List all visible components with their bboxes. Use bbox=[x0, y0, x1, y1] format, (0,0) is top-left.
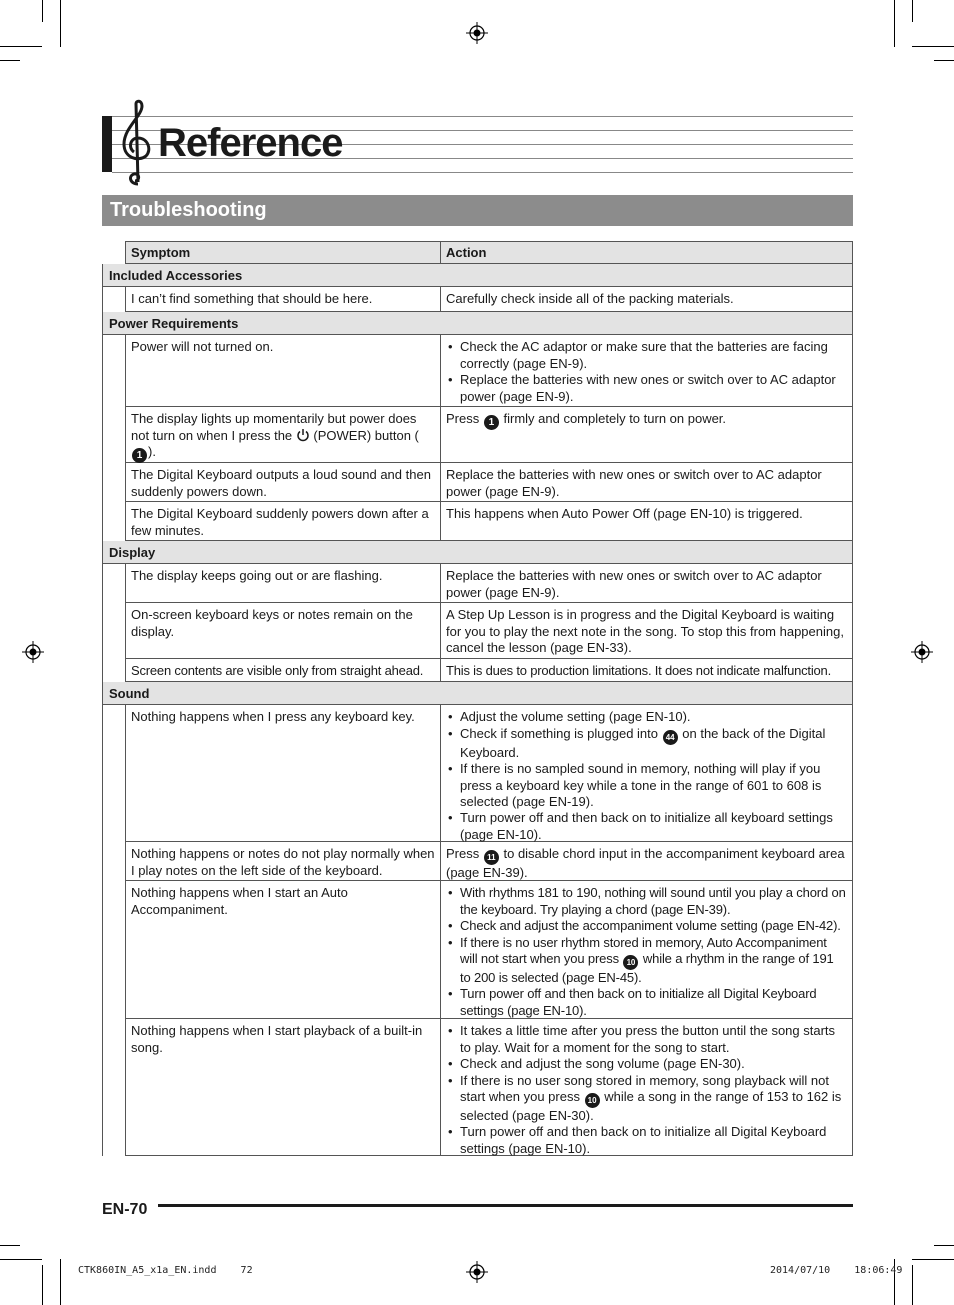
registration-mark-icon bbox=[22, 641, 44, 663]
action-cell bbox=[441, 842, 853, 881]
symptom-cell: Screen contents are visible only from straight ahead. bbox=[125, 659, 441, 682]
group-spine bbox=[102, 335, 126, 541]
action-cell: Replace the batteries with new ones or switch over to AC adaptor power (page EN-9). bbox=[441, 564, 853, 603]
table-row bbox=[125, 705, 853, 842]
crop-mark bbox=[912, 1265, 913, 1305]
action-bullet: • Turn power off and then back on to initialize all Digital Keyboard settings (page EN-10). bbox=[446, 986, 847, 1019]
action-cell: This is dues to production limitations. It does not indicate malfunction. bbox=[441, 659, 853, 682]
action-bullet: • With rhythms 181 to 190, nothing will sound until you play a chord on the keyboard. Try playing a chord (page EN-39). bbox=[446, 885, 847, 918]
symptom-cell bbox=[125, 407, 441, 463]
crop-mark bbox=[912, 46, 954, 47]
table-row bbox=[125, 659, 853, 682]
group-spine bbox=[102, 564, 126, 682]
date-slug: 2014/07/10 18:06:49 bbox=[770, 1265, 903, 1276]
symptom-cell: Nothing happens when I press any keyboard key. bbox=[125, 705, 441, 842]
symptom-cell: Nothing happens or notes do not play normally when I play notes on the left side of the keyboard. bbox=[125, 842, 441, 881]
button-number-icon: 44 bbox=[663, 730, 678, 745]
treble-clef-icon bbox=[116, 98, 156, 186]
category-row: Power Requirements bbox=[102, 312, 853, 335]
action-bullet bbox=[446, 1073, 847, 1125]
action-text: Press bbox=[446, 411, 480, 427]
crop-mark bbox=[934, 1245, 954, 1246]
crop-mark bbox=[0, 1245, 20, 1246]
action-bullet: • Replace the batteries with new ones or switch over to AC adaptor power (page EN-9). bbox=[446, 372, 847, 405]
troubleshooting-table bbox=[102, 241, 853, 1156]
action-cell: Carefully check inside all of the packing materials. bbox=[441, 287, 853, 312]
button-number-icon: 10 bbox=[623, 955, 638, 970]
column-header-symptom: Symptom bbox=[125, 241, 442, 264]
crop-mark bbox=[42, 1265, 43, 1305]
category-group bbox=[102, 564, 853, 682]
symptom-text: (POWER) button ( bbox=[313, 427, 419, 443]
action-bullet bbox=[446, 935, 847, 987]
action-text: on the back of the Digital Keyboard. bbox=[460, 725, 826, 760]
action-text: to disable chord input in the accompaniment keyboard area (page EN-39). bbox=[446, 846, 845, 881]
action-bullet: • Check the AC adaptor or make sure that the batteries are facing correctly (page EN-9). bbox=[446, 339, 847, 372]
action-bullet: • It takes a little time after you press the button until the song starts to play. Wait for a moment for the song to start. bbox=[446, 1023, 847, 1056]
file-slug: CTK860IN_A5_x1a_EN.indd 72 bbox=[78, 1265, 253, 1276]
category-group bbox=[102, 287, 853, 312]
symptom-cell: On-screen keyboard keys or notes remain on the display. bbox=[125, 603, 441, 659]
symptom-cell: I can’t find something that should be here. bbox=[125, 287, 441, 312]
crop-mark bbox=[42, 0, 43, 22]
crop-mark bbox=[934, 60, 954, 61]
symptom-text: ). bbox=[148, 444, 156, 460]
page-title: Reference bbox=[158, 121, 343, 165]
table-row bbox=[125, 842, 853, 881]
crop-mark bbox=[60, 0, 61, 47]
registration-mark-icon bbox=[911, 641, 933, 663]
action-text: firmly and completely to turn on power. bbox=[503, 411, 727, 427]
crop-mark bbox=[894, 0, 895, 47]
table-row bbox=[125, 881, 853, 1019]
button-number-icon: 10 bbox=[585, 1093, 600, 1108]
action-bullet: • Turn power off and then back on to initialize all Digital Keyboard settings (page EN-10). bbox=[446, 1124, 847, 1157]
registration-mark-icon bbox=[466, 1261, 488, 1283]
action-bullet bbox=[446, 726, 847, 761]
column-header-action: Action bbox=[440, 241, 853, 264]
crop-mark bbox=[912, 1259, 954, 1260]
table-row bbox=[125, 407, 853, 463]
symptom-cell: Power will not turned on. bbox=[125, 335, 441, 407]
registration-mark-icon bbox=[466, 22, 488, 44]
action-text: If there is no user rhythm stored in memory, Auto Accompaniment will not start when you press bbox=[460, 934, 827, 967]
action-text: while a song in the range of 153 to 162 is selected (page EN-30). bbox=[460, 1089, 842, 1124]
action-text: Check if something is plugged into bbox=[460, 725, 659, 741]
table-row bbox=[125, 564, 853, 603]
action-cell bbox=[441, 881, 853, 1019]
action-cell bbox=[441, 705, 853, 842]
page-number: EN-70 bbox=[102, 1201, 148, 1218]
action-cell: A Step Up Lesson is in progress and the Digital Keyboard is waiting for you to play the next note in the song. To stop this from happening, cancel the lesson (page EN-33). bbox=[441, 603, 853, 659]
symptom-cell: Nothing happens when I start playback of a built-in song. bbox=[125, 1019, 441, 1156]
category-row: Sound bbox=[102, 682, 853, 705]
button-number-icon: 11 bbox=[484, 850, 499, 865]
category-group bbox=[102, 705, 853, 1156]
header-accent-bar bbox=[102, 116, 112, 172]
action-cell bbox=[441, 335, 853, 407]
action-bullet: • Turn power off and then back on to initialize all keyboard settings (page EN-10). bbox=[446, 810, 847, 843]
table-row bbox=[125, 1019, 853, 1156]
button-number-icon: 1 bbox=[132, 448, 147, 463]
crop-mark bbox=[0, 46, 42, 47]
group-spine bbox=[102, 287, 126, 312]
crop-mark bbox=[0, 1259, 42, 1260]
action-bullet: • Check and adjust the song volume (page EN-30). bbox=[446, 1056, 847, 1072]
action-cell bbox=[441, 1019, 853, 1156]
symptom-cell: The Digital Keyboard suddenly powers down after a few minutes. bbox=[125, 502, 441, 541]
category-row: Display bbox=[102, 541, 853, 564]
table-row bbox=[125, 287, 853, 312]
symptom-cell: The Digital Keyboard outputs a loud sound and then suddenly powers down. bbox=[125, 463, 441, 502]
table-header-row bbox=[102, 241, 853, 264]
table-row bbox=[125, 502, 853, 541]
symptom-cell: Nothing happens when I start an Auto Accompaniment. bbox=[125, 881, 441, 1019]
action-bullet: • If there is no sampled sound in memory, nothing will play if you press a keyboard key while a tone in the range of 601 to 608 is selected (page EN-19). bbox=[446, 761, 847, 810]
category-group bbox=[102, 335, 853, 541]
action-text: Press bbox=[446, 846, 480, 862]
symptom-cell: The display keeps going out or are flashing. bbox=[125, 564, 441, 603]
group-spine bbox=[102, 705, 126, 1156]
action-bullet: • Adjust the volume setting (page EN-10). bbox=[446, 709, 847, 725]
action-text: while a rhythm in the range of 191 to 200 is selected (page EN-45). bbox=[460, 951, 834, 986]
section-header bbox=[102, 195, 853, 226]
footer-rule bbox=[158, 1204, 853, 1207]
action-cell bbox=[441, 407, 853, 463]
table-row bbox=[125, 463, 853, 502]
table-row bbox=[125, 603, 853, 659]
symptom-text: The display lights up momentarily but power does not turn on when I press the bbox=[131, 411, 417, 443]
button-number-icon: 1 bbox=[484, 415, 499, 430]
action-cell: This happens when Auto Power Off (page EN-10) is triggered. bbox=[441, 502, 853, 541]
crop-mark bbox=[912, 0, 913, 22]
crop-mark bbox=[60, 1259, 61, 1305]
action-text: If there is no user song stored in memory, song playback will not start when you press bbox=[460, 1072, 829, 1105]
category-row: Included Accessories bbox=[102, 264, 853, 287]
action-cell: Replace the batteries with new ones or switch over to AC adaptor power (page EN-9). bbox=[441, 463, 853, 502]
table-row bbox=[125, 335, 853, 407]
section-title: Troubleshooting bbox=[110, 199, 267, 221]
power-icon bbox=[296, 428, 310, 442]
crop-mark bbox=[0, 60, 20, 61]
action-bullet: • Check and adjust the accompaniment volume setting (page EN-42). bbox=[446, 918, 847, 934]
